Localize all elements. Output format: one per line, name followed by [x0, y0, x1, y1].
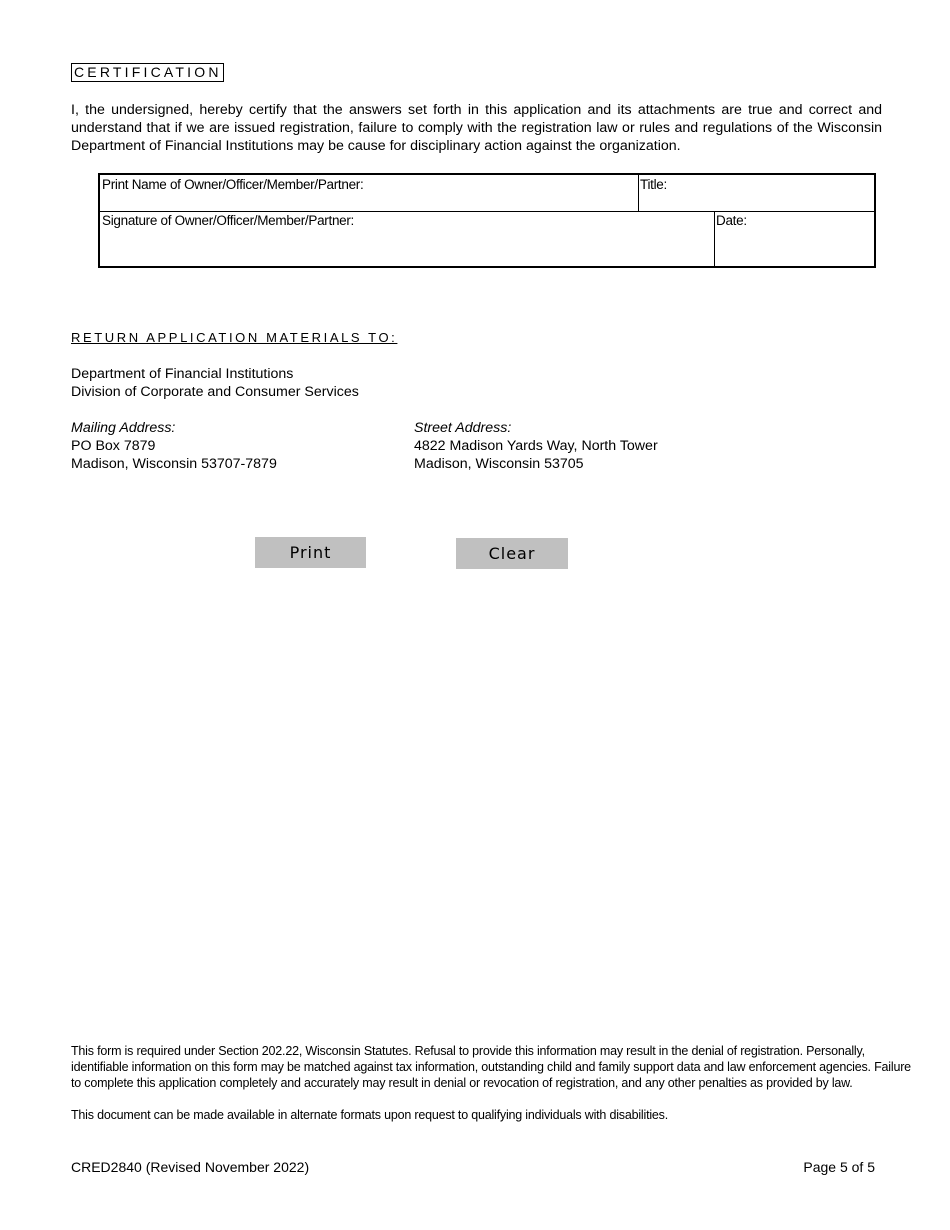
date-label: Date: — [716, 213, 747, 228]
street-address-line1: 4822 Madison Yards Way, North Tower — [414, 438, 658, 454]
certification-heading: CERTIFICATION — [71, 63, 224, 82]
print-name-label: Print Name of Owner/Officer/Member/Partner: — [102, 177, 364, 192]
signature-field[interactable] — [100, 211, 714, 266]
statute-notice: This form is required under Section 202.22, Wisconsin Statutes. Refusal to provide this information may result in the denial of registration. Personally, identifiable information on this form may be matched against tax information, outstanding child and family support data and law enforcement agencies. Failure to complete this application completely and accurately may result in denial or revocation of registration, and any other penalties as provided by law. — [71, 1044, 911, 1090]
footer-notices — [71, 1043, 916, 1123]
street-address-label: Street Address: — [414, 420, 512, 436]
mailing-address-line1: PO Box 7879 — [71, 438, 156, 454]
date-field[interactable] — [714, 211, 874, 266]
title-label: Title: — [640, 177, 667, 192]
mailing-address-line2: Madison, Wisconsin 53707-7879 — [71, 456, 277, 472]
signature-table — [98, 173, 876, 268]
division-name: Division of Corporate and Consumer Services — [71, 384, 359, 400]
department-name: Department of Financial Institutions — [71, 366, 294, 382]
form-identifier: CRED2840 (Revised November 2022) — [71, 1159, 310, 1175]
print-button[interactable]: Print — [255, 537, 366, 568]
certification-statement: I, the undersigned, hereby certify that the answers set forth in this application and its attachments are true and correct and understand that if we are issued registration, failure to comply with the registration law or rules and regulations of the Wisconsin Department of Financial Institutions may be cause for disciplinary action against the organization. — [71, 102, 882, 154]
return-materials-heading: RETURN APPLICATION MATERIALS TO: — [71, 330, 398, 345]
mailing-address-label: Mailing Address: — [71, 420, 176, 436]
accessibility-notice: This document can be made available in alternate formats upon request to qualifying individuals with disabilities. — [71, 1108, 668, 1122]
return-recipient — [71, 365, 359, 401]
page-number: Page 5 of 5 — [803, 1159, 875, 1175]
clear-button[interactable]: Clear — [456, 538, 568, 569]
street-address — [414, 419, 658, 473]
street-address-line2: Madison, Wisconsin 53705 — [414, 456, 584, 472]
title-field[interactable] — [638, 175, 876, 211]
print-name-field[interactable] — [100, 175, 638, 211]
signature-label: Signature of Owner/Officer/Member/Partner: — [102, 213, 355, 228]
mailing-address — [71, 419, 277, 473]
